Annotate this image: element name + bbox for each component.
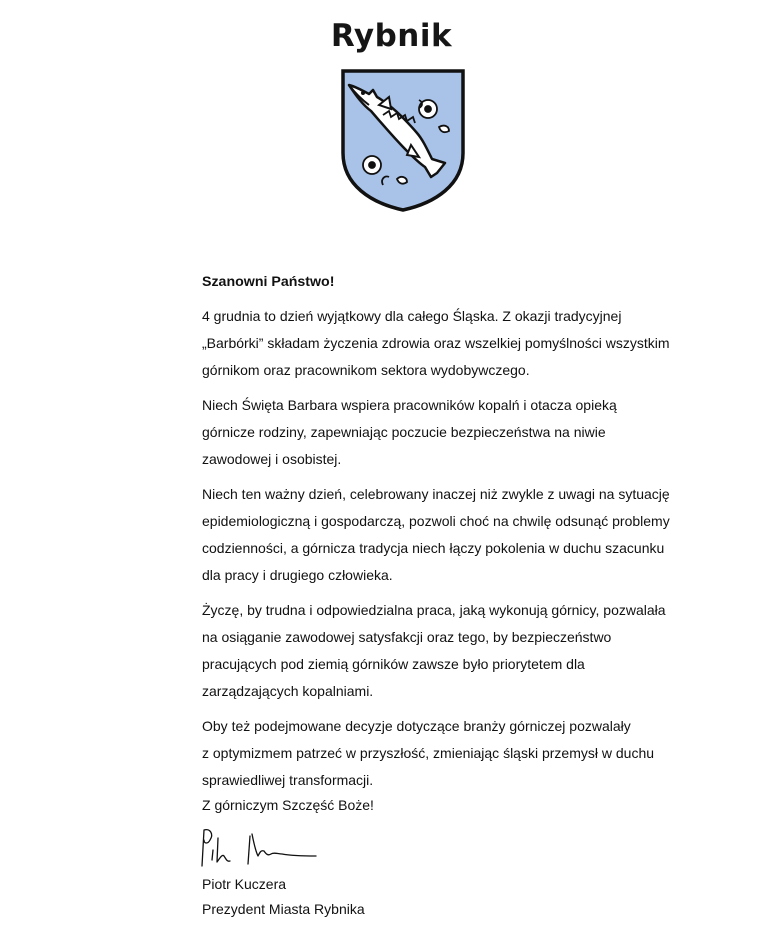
closing: Z górniczym Szczęść Boże! [202, 797, 374, 813]
signatory-title: Prezydent Miasta Rybnika [202, 901, 365, 917]
paragraph-1: 4 grudnia to dzień wyjątkowy dla całego Śląska. Z okazji tradycyjnej „Barbórki” składam życzenia zdrowia oraz wszelkiej pomyślności wszystkim górnikom oraz pracownikom sektora wydobywczego. [202, 308, 670, 378]
salutation: Szanowni Państwo! [202, 274, 335, 290]
rybnik-coat-of-arms-icon [339, 67, 467, 213]
city-name: Rybnik [330, 18, 453, 54]
letterhead [0, 18, 783, 54]
paragraph-5: Oby też podejmowane decyzje dotyczące branży górniczej pozwalały z optymizmem patrzeć w przyszłość, zmieniając śląski przemysł w duchu sprawiedliwej transformacji. [202, 718, 655, 788]
paragraph-4: Życzę, by trudna i odpowiedzialna praca, jaką wykonują górnicy, pozwalała na osiąganie zawodowej satysfakcji oraz tego, by bezpieczeństwo pracujących pod ziemią górników zawsze było priorytetem dla zarządzających kopalniami. [202, 602, 666, 699]
paragraph-2: Niech Święta Barbara wspiera pracowników kopalń i otacza opieką górnicze rodziny, zapewniając poczucie bezpieczeństwa na niwie zawodowej i osobistej. [202, 397, 617, 467]
signatory-name: Piotr Kuczera [202, 876, 287, 892]
handwritten-signature-icon [198, 826, 322, 872]
letter-body [202, 272, 722, 802]
paragraph-3: Niech ten ważny dzień, celebrowany inaczej niż zwykle z uwagi na sytuację epidemiologiczną i gospodarczą, pozwoli choć na chwilę odsunąć problemy codzienności, a górnicza tradycja niech łączy pokolenia w duchu szacunku dla pracy i drugiego człowieka. [202, 486, 670, 583]
